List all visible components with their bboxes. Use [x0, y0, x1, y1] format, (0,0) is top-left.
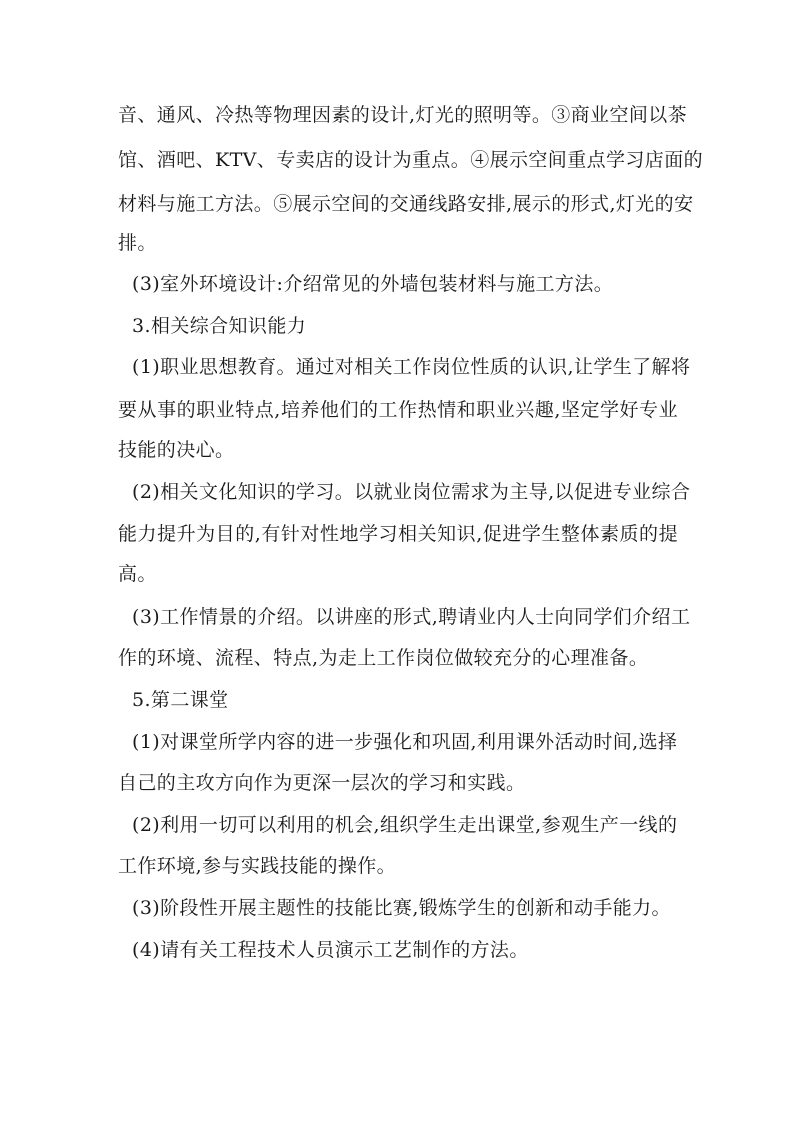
- text-line: 材料与施工方法。⑤展示空间的交通线路安排,展示的形式,灯光的安: [118, 193, 694, 215]
- text-line: 馆、酒吧、KTV、专卖店的设计为重点。④展示空间重点学习店面的: [118, 149, 703, 171]
- subsection-item: (3)室外环境设计:介绍常见的外墙包装材料与施工方法。: [132, 273, 614, 295]
- subsection-item: (4)请有关工程技术人员演示工艺制作的方法。: [132, 939, 529, 961]
- text-line: (2)利用一切可以利用的机会,组织学生走出课堂,参观生产一线的: [132, 814, 678, 836]
- text-line: (2)相关文化知识的学习。以就业岗位需求为主导,以促进专业综合: [132, 481, 691, 503]
- text-line: (1)对课堂所学内容的进一步强化和巩固,利用课外活动时间,选择: [132, 731, 678, 753]
- text-line: 排。: [118, 232, 157, 254]
- text-line: 技能的决心。: [118, 439, 235, 461]
- text-line: (1)职业思想教育。通过对相关工作岗位性质的认识,让学生了解将: [132, 356, 691, 378]
- text-line: 作的环境、流程、特点,为走上工作岗位做较充分的心理准备。: [118, 647, 649, 669]
- section-heading: 5.第二课堂: [132, 689, 229, 711]
- text-line: 音、通风、冷热等物理因素的设计,灯光的照明等。③商业空间以茶: [118, 104, 688, 126]
- subsection-item: (3)阶段性开展主题性的技能比赛,锻炼学生的创新和动手能力。: [132, 897, 671, 919]
- text-line: 要从事的职业特点,培养他们的工作热情和职业兴趣,坚定学好专业: [118, 399, 678, 421]
- text-line: (3)工作情景的介绍。以讲座的形式,聘请业内人士向同学们介绍工: [132, 606, 691, 628]
- text-line: 高。: [118, 563, 157, 585]
- section-heading: 3.相关综合知识能力: [132, 315, 307, 337]
- text-line: 自己的主攻方向作为更深一层次的学习和实践。: [118, 772, 526, 794]
- text-line: 工作环境,参与实践技能的操作。: [118, 855, 397, 877]
- text-line: 能力提升为目的,有针对性地学习相关知识,促进学生整体素质的提: [118, 523, 678, 545]
